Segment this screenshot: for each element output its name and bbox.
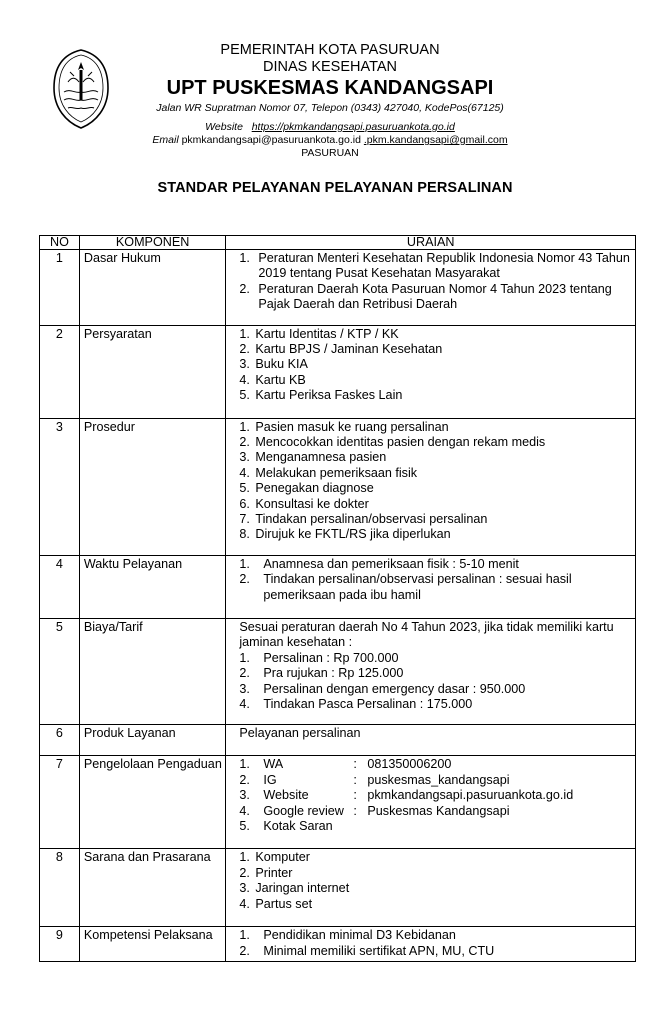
row-number: 2 bbox=[40, 325, 80, 418]
list-item: 4. Partus set bbox=[239, 896, 313, 911]
row-number: 5 bbox=[40, 618, 80, 724]
row-description bbox=[226, 756, 636, 849]
list-item: 1. Kartu Identitas / KTP / KK bbox=[239, 326, 399, 341]
table-row bbox=[40, 250, 636, 326]
row-description bbox=[226, 927, 636, 962]
row-component: Dasar Hukum bbox=[79, 250, 226, 326]
row-number: 4 bbox=[40, 555, 80, 618]
row-number: 7 bbox=[40, 756, 80, 849]
row-number: 1 bbox=[40, 250, 80, 326]
email-link-2[interactable]: .pkm.kandangsapi@gmail.com bbox=[363, 134, 508, 146]
table-row bbox=[40, 849, 636, 927]
list-item: 4. Melakukan pemeriksaan fisik bbox=[239, 465, 418, 480]
header-komponen: KOMPONEN bbox=[79, 236, 226, 250]
government-name: PEMERINTAH KOTA PASURUAN bbox=[220, 42, 440, 58]
row-component: Persyaratan bbox=[79, 325, 226, 418]
list-item: 1. Persalinan : Rp 700.000 bbox=[239, 650, 399, 665]
list-item: 1. Pendidikan minimal D3 Kebidanan bbox=[239, 928, 456, 943]
table-header-row bbox=[40, 236, 636, 250]
list-item: 4. Google review : Puskesmas Kandangsapi bbox=[239, 803, 510, 818]
product-text: Pelayanan persalinan bbox=[239, 726, 361, 741]
table-row bbox=[40, 927, 636, 962]
list-item: 2. Minimal memiliki sertifikat APN, MU, CTU bbox=[239, 943, 495, 958]
row-description bbox=[226, 725, 636, 756]
list-item: 4. Tindakan Pasca Persalinan : 175.000 bbox=[239, 696, 473, 711]
row-description bbox=[226, 418, 636, 555]
header-no: NO bbox=[40, 236, 80, 250]
list-item: 2. Mencocokkan identitas pasien dengan rekam medis bbox=[239, 435, 546, 450]
city-emblem-logo bbox=[50, 48, 112, 130]
list-item: 2. Pra rujukan : Rp 125.000 bbox=[239, 666, 404, 681]
email-label: Email bbox=[152, 134, 179, 146]
list-item: 3. Website : pkmkandangsapi.pasuruankota.go.id bbox=[239, 788, 574, 803]
row-component: Sarana dan Prasarana bbox=[79, 849, 226, 927]
list-item: 1. Pasien masuk ke ruang persalinan bbox=[239, 419, 449, 434]
list-item: 1. WA : 081350006200 bbox=[239, 757, 452, 772]
row-component: Waktu Pelayanan bbox=[79, 555, 226, 618]
email-link-1[interactable]: pkmkandangsapi@pasuruankota.go.id bbox=[181, 134, 361, 146]
row-description bbox=[226, 250, 636, 326]
list-item: 5. Kotak Saran bbox=[239, 818, 333, 833]
document-title: STANDAR PELAYANAN PELAYANAN PERSALINAN bbox=[157, 180, 513, 196]
row-description bbox=[226, 325, 636, 418]
row-description bbox=[226, 555, 636, 618]
list-item: 3. Buku KIA bbox=[239, 357, 308, 372]
agency-name: DINAS KESEHATAN bbox=[262, 59, 398, 75]
website-label: Website bbox=[205, 121, 243, 133]
website-link[interactable]: https://pkmkandangsapi.pasuruankota.go.id bbox=[251, 121, 455, 133]
letterhead bbox=[110, 42, 550, 160]
list-item: 2. Tindakan persalinan/observasi persalinan : sesuai hasil pemeriksaan pada ibu hamil bbox=[239, 572, 572, 602]
row-component: Prosedur bbox=[79, 418, 226, 555]
list-item: 4. Kartu KB bbox=[239, 372, 306, 387]
row-component: Produk Layanan bbox=[79, 725, 226, 756]
table-row bbox=[40, 725, 636, 756]
list-item: 2. Kartu BPJS / Jaminan Kesehatan bbox=[239, 342, 443, 357]
row-component: Kompetensi Pelaksana bbox=[79, 927, 226, 962]
address-line: Jalan WR Supratman Nomor 07, Telepon (0343) 427040, KodePos(67125) bbox=[156, 102, 504, 114]
list-item: 2. Printer bbox=[239, 865, 293, 880]
row-number: 8 bbox=[40, 849, 80, 927]
list-item: 2. Peraturan Daerah Kota Pasuruan Nomor 4 Tahun 2023 tentang Pajak Daerah dan Retribusi Daerah bbox=[239, 281, 612, 312]
list-item: 5. Kartu Periksa Faskes Lain bbox=[239, 388, 403, 403]
list-item: 1. Komputer bbox=[239, 850, 310, 865]
city-line: PASURUAN bbox=[301, 147, 359, 159]
row-component: Pengelolaan Pengaduan bbox=[79, 756, 226, 849]
service-standard-table bbox=[39, 235, 636, 962]
list-item: 1. Peraturan Menteri Kesehatan Republik Indonesia Nomor 43 Tahun 2019 tentang Pusat Kesehatan Masyarakat bbox=[239, 251, 630, 281]
header-uraian: URAIAN bbox=[226, 236, 636, 250]
table-row bbox=[40, 618, 636, 724]
fee-intro: Sesuai peraturan daerah No 4 Tahun 2023, jika tidak memiliki kartu jaminan kesehatan : bbox=[239, 619, 614, 650]
list-item: 2. IG : puskesmas_kandangsapi bbox=[239, 772, 510, 787]
row-description bbox=[226, 849, 636, 927]
list-item: 6. Konsultasi ke dokter bbox=[239, 496, 369, 511]
list-item: 3. Jaringan internet bbox=[239, 881, 350, 896]
list-item: 8. Dirujuk ke FKTL/RS jika diperlukan bbox=[239, 527, 451, 542]
list-item: 3. Menganamnesa pasien bbox=[239, 450, 387, 465]
list-item: 3. Persalinan dengan emergency dasar : 950.000 bbox=[239, 681, 526, 696]
row-number: 6 bbox=[40, 725, 80, 756]
list-item: 5. Penegakan diagnose bbox=[239, 481, 374, 496]
row-number: 3 bbox=[40, 418, 80, 555]
table-row bbox=[40, 555, 636, 618]
website-line bbox=[110, 121, 550, 134]
table-row bbox=[40, 756, 636, 849]
row-description bbox=[226, 618, 636, 724]
table-row bbox=[40, 418, 636, 555]
list-item: 1. Anamnesa dan pemeriksaan fisik : 5-10 menit bbox=[239, 556, 519, 571]
table-row bbox=[40, 325, 636, 418]
email-line bbox=[110, 134, 550, 147]
row-component: Biaya/Tarif bbox=[79, 618, 226, 724]
list-item: 7. Tindakan persalinan/observasi persalinan bbox=[239, 512, 488, 527]
row-number: 9 bbox=[40, 927, 80, 962]
institution-name: UPT PUSKESMAS KANDANGSAPI bbox=[166, 77, 494, 99]
